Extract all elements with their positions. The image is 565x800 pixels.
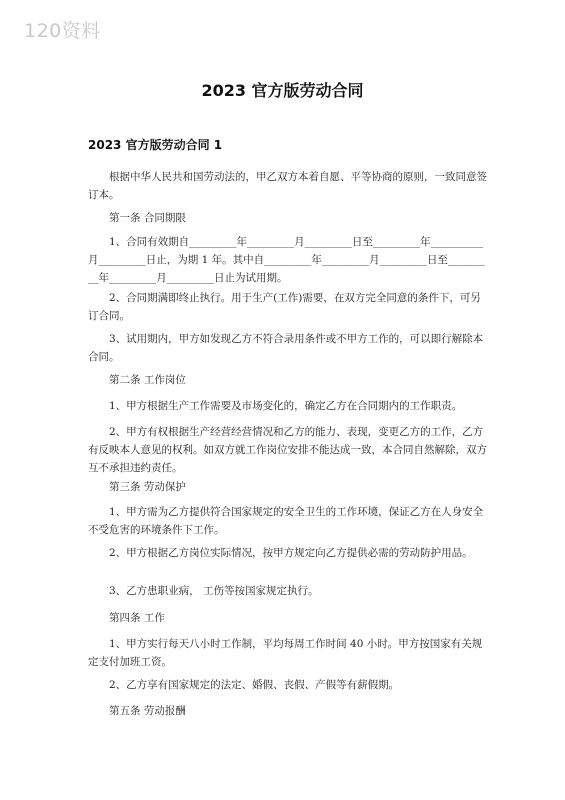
article-2-heading: 第二条 工作岗位 — [109, 374, 186, 386]
article-4-heading: 第四条 工作 — [109, 612, 165, 624]
document-title: 2023 官方版劳动合同 — [201, 81, 364, 100]
article-4-clause-1: 1、甲方实行每天八小时工作制，平均每周工作时间 40 小时。甲方按国家有关规定支付加班工资。 — [88, 638, 483, 668]
article-1-clause-3: 3、试用期内，甲方如发现乙方不符合录用条件或不甲方工作的，可以即行解除本合同。 — [88, 333, 484, 363]
article-3-heading: 第三条 劳动保护 — [109, 481, 186, 493]
article-2-clause-2: 2、甲方有权根据生产经营经营情况和乙方的能力、表现，变更乙方的工作，乙方有反映本人意见的权利。如双方就工作岗位安排不能达成一致，本合同自然解除，双方互不承担违约责任。 — [88, 426, 487, 474]
article-5-heading: 第五条 劳动报酬 — [109, 705, 186, 717]
article-2-clause-1: 1、甲方根据生产工作需要及市场变化的，确定乙方在合同期内的工作职责。 — [109, 400, 463, 412]
preamble-paragraph: 根据中华人民共和国劳动法的，甲乙双方本着自愿、平等协商的原则，一致同意签订本。 — [88, 171, 487, 201]
article-3-clause-1: 1、甲方需为乙方提供符合国家规定的安全卫生的工作环境，保证乙方在人身安全不受危害的环境条件下工作。 — [88, 506, 484, 536]
section-title: 2023 官方版劳动合同 1 — [88, 138, 223, 152]
article-1-clause-2: 2、合同期满即终止执行。用于生产(工作)需要，在双方完全同意的条件下，可另订合同。 — [88, 292, 481, 322]
article-1-heading: 第一条 合同期限 — [109, 212, 186, 224]
article-3-clause-3: 3、乙方患职业病， 工伤等按国家规定执行。 — [109, 585, 319, 597]
article-1-clause-1: 1、合同有效期自_________年_________月_________日至_________年__________月_________日止，为期 1 年。其中自_________年_________月_________日至_________年_________月_________日止为试用期。 — [88, 236, 485, 284]
watermark: 120资料 — [24, 20, 101, 42]
article-4-clause-2: 2、乙方享有国家规定的法定、婚假、丧假、产假等有薪假期。 — [109, 679, 400, 691]
article-3-clause-2: 2、甲方根据乙方岗位实际情况，按甲方规定向乙方提供必需的劳动防护用品。 — [109, 547, 473, 559]
